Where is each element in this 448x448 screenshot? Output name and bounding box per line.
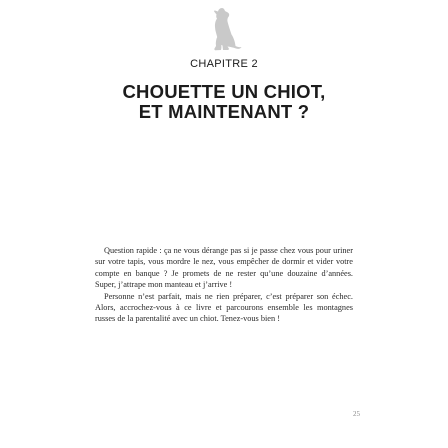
chapter-title-line-1: CHOUETTE UN CHIOT, <box>122 81 326 102</box>
chapter-title-line-2: ET MAINTENANT ? <box>138 101 310 122</box>
paragraph-2: Personne n’est parfait, mais ne rien préparer, c’est préparer son échec. Alors, accrochez-vous à ce livre et parcourons ensemble les montagnes russes de la parentalité avec un chiot. Tenez-vous bien ! <box>95 291 353 324</box>
page-number: 25 <box>353 410 360 418</box>
paragraph-1: Question rapide : ça ne vous dérange pas si je passe chez vous pour uriner sur votre tapis, vous mordre le nez, vous empêcher de dormir et vider votre compte en banque ? Je promets de ne rester qu’une douzaine d’années. Super, j’attrape mon manteau et j’arrive ! <box>95 246 353 290</box>
chapter-title <box>60 82 388 122</box>
sitting-dog-silhouette-icon <box>206 6 244 52</box>
chapter-number-label: CHAPITRE 2 <box>190 58 258 70</box>
body-text <box>95 245 353 325</box>
